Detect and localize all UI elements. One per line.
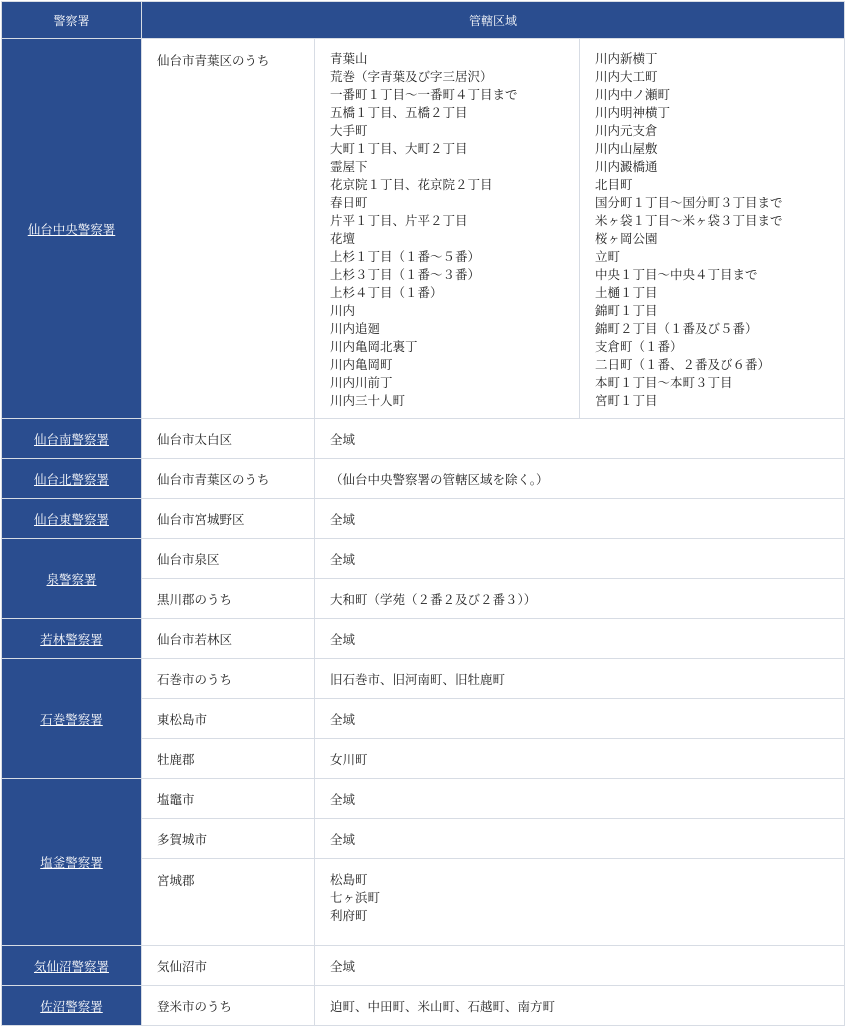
list-item: 米ヶ袋１丁目～米ヶ袋３丁目まで — [595, 213, 783, 228]
list-item: 錦町１丁目 — [595, 303, 658, 318]
table-row — [2, 619, 845, 659]
station-cell — [2, 986, 142, 1026]
station-cell — [2, 779, 142, 946]
zone-cell: 全域 — [315, 419, 845, 459]
zone-cell: 全域 — [315, 699, 845, 739]
list-item: 宮町１丁目 — [595, 393, 658, 408]
station-cell — [2, 539, 142, 619]
list-item: 川内新横丁 — [595, 51, 658, 66]
zone-cell: （仙台中央警察署の管轄区域を除く。） — [315, 459, 845, 499]
list-item: 川内中ノ瀬町 — [595, 87, 671, 102]
station-link-higashi[interactable]: 仙台東警察署 — [33, 511, 109, 527]
list-item: 川内明神横丁 — [595, 105, 671, 120]
area-cell: 気仙沼市 — [142, 946, 315, 986]
list-item: 立町 — [595, 249, 621, 264]
table-row — [2, 39, 845, 419]
jurisdiction-table — [1, 1, 845, 1026]
list-item: 春日町 — [330, 195, 368, 210]
station-cell — [2, 946, 142, 986]
list-item: 川内三十人町 — [330, 393, 406, 408]
station-link-izumi[interactable]: 泉警察署 — [46, 571, 97, 587]
zone-cell: 全域 — [315, 499, 845, 539]
table-row — [2, 946, 845, 986]
header-row — [2, 2, 845, 39]
list-item: 片平１丁目、片平２丁目 — [330, 213, 468, 228]
station-cell — [2, 499, 142, 539]
zone-list-col2 — [580, 39, 845, 419]
station-link-shiogama[interactable]: 塩釜警察署 — [40, 855, 103, 870]
list-item: 支倉町（１番） — [595, 339, 683, 354]
station-link-sanuma[interactable]: 佐沼警察署 — [40, 998, 103, 1014]
list-item: 花壇 — [330, 231, 356, 246]
station-cell — [2, 659, 142, 779]
station-cell — [2, 419, 142, 459]
list-item: 大手町 — [330, 123, 368, 138]
station-link-kita[interactable]: 仙台北警察署 — [33, 471, 109, 487]
zone-cell: 旧石巻市、旧河南町、旧牡鹿町 — [315, 659, 845, 699]
zone-cell — [315, 859, 845, 946]
list-item: 大町１丁目、大町２丁目 — [330, 141, 468, 156]
list-item: 錦町２丁目（１番及び５番） — [595, 321, 758, 336]
area-cell: 塩竈市 — [142, 779, 315, 819]
list-item: 国分町１丁目～国分町３丁目まで — [595, 195, 783, 210]
list-item: 川内元支倉 — [595, 123, 658, 138]
list-item: 川内亀岡北裏丁 — [330, 339, 418, 354]
list-item: 霊屋下 — [330, 159, 368, 174]
zone-list-col1 — [315, 39, 580, 419]
list-item: 五橋１丁目、五橋２丁目 — [330, 105, 468, 120]
area-cell: 石巻市のうち — [142, 659, 315, 699]
list-item: 中央１丁目～中央４丁目まで — [595, 267, 758, 282]
area-cell: 宮城郡 — [142, 859, 315, 946]
table-row — [2, 499, 845, 539]
area-cell: 仙台市宮城野区 — [142, 499, 315, 539]
zone-cell: 女川町 — [315, 739, 845, 779]
table-row — [2, 459, 845, 499]
header-station: 警察署 — [2, 2, 142, 39]
area-cell: 仙台市太白区 — [142, 419, 315, 459]
station-link-central[interactable]: 仙台中央警察署 — [27, 221, 116, 237]
list-item: 上杉４丁目（１番） — [330, 285, 443, 300]
list-item: 川内澱橋通 — [595, 159, 658, 174]
list-item: 北目町 — [595, 177, 633, 192]
table-row — [2, 659, 845, 699]
area-cell: 牡鹿郡 — [142, 739, 315, 779]
zone-cell: 全域 — [315, 946, 845, 986]
list-item: 一番町１丁目～一番町４丁目まで — [330, 87, 518, 102]
list-item: 花京院１丁目、花京院２丁目 — [330, 177, 493, 192]
area-cell: 多賀城市 — [142, 819, 315, 859]
station-cell — [2, 459, 142, 499]
area-cell: 登米市のうち — [142, 986, 315, 1026]
zone-cell: 全域 — [315, 779, 845, 819]
zone-cell: 全域 — [315, 819, 845, 859]
station-cell — [2, 39, 142, 419]
list-item: 荒巻（字青葉及び字三居沢） — [330, 69, 493, 84]
list-item: 川内追廻 — [330, 321, 381, 336]
zone-cell: 全域 — [315, 619, 845, 659]
list-item: 土樋１丁目 — [595, 285, 658, 300]
station-link-minami[interactable]: 仙台南警察署 — [33, 431, 109, 447]
list-item: 上杉３丁目（１番～３番） — [330, 267, 481, 282]
area-cell: 仙台市青葉区のうち — [142, 39, 315, 419]
area-cell: 仙台市青葉区のうち — [142, 459, 315, 499]
area-cell: 東松島市 — [142, 699, 315, 739]
area-cell: 黒川郡のうち — [142, 579, 315, 619]
station-cell — [2, 619, 142, 659]
list-item: 七ヶ浜町 — [330, 890, 381, 905]
list-item: 川内大工町 — [595, 69, 658, 84]
list-item: 本町１丁目～本町３丁目 — [595, 375, 733, 390]
list-item: 松島町 — [330, 872, 368, 887]
table-row — [2, 419, 845, 459]
station-link-ishinomaki[interactable]: 石巻警察署 — [40, 711, 103, 727]
list-item: 川内山屋敷 — [595, 141, 658, 156]
list-item: 川内亀岡町 — [330, 357, 393, 372]
station-link-kesennuma[interactable]: 気仙沼警察署 — [33, 958, 109, 974]
list-item: 桜ヶ岡公園 — [595, 231, 658, 246]
table-row — [2, 779, 845, 819]
table-row — [2, 986, 845, 1026]
area-cell: 仙台市泉区 — [142, 539, 315, 579]
area-cell: 仙台市若林区 — [142, 619, 315, 659]
list-item: 二日町（１番、２番及び６番） — [595, 357, 771, 372]
list-item: 青葉山 — [330, 51, 368, 66]
zone-cell: 大和町（学苑（２番２及び２番３）） — [315, 579, 845, 619]
list-item: 川内 — [330, 303, 356, 318]
station-link-wakabayashi[interactable]: 若林警察署 — [40, 631, 103, 647]
list-item: 利府町 — [330, 908, 368, 923]
list-item: 川内川前丁 — [330, 375, 393, 390]
header-zone: 管轄区域 — [142, 2, 845, 39]
list-item: 上杉１丁目（１番～５番） — [330, 249, 481, 264]
zone-cell: 迫町、中田町、米山町、石越町、南方町 — [315, 986, 845, 1026]
table-row — [2, 539, 845, 579]
zone-cell: 全域 — [315, 539, 845, 579]
